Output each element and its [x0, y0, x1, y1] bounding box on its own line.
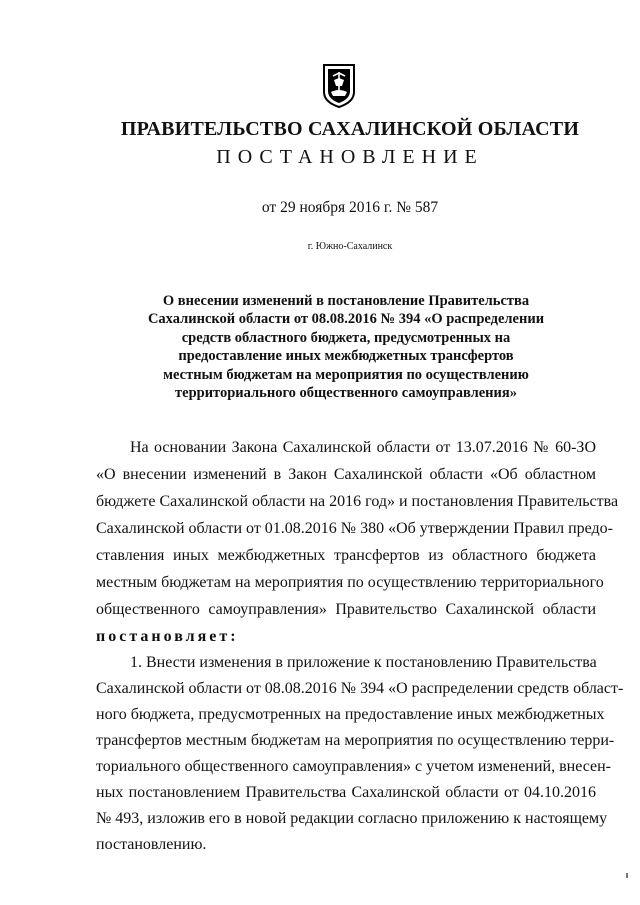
document-type: ПОСТАНОВЛЕНИЕ — [216, 146, 484, 168]
body-line: «О внесении изменений в Закон Сахалинской области «Об областном — [96, 466, 596, 483]
document-date-number: от 29 ноября 2016 г. № 587 — [261, 199, 439, 216]
scan-mark — [626, 873, 628, 878]
body-line: общественного самоуправления» Правительство Сахалинской области — [96, 601, 596, 618]
body-line: ставления иных межбюджетных трансфертов из областного бюджета — [96, 547, 596, 564]
subject-line: территориального общественного самоуправления» — [175, 385, 517, 402]
body-line: 1. Внести изменения в приложение к постановлению Правительства — [130, 654, 597, 671]
subject-line: Сахалинской области от 08.08.2016 № 394 «О распределении — [147, 311, 545, 328]
body-line: Сахалинской области от 08.08.2016 № 394 «О распределении средств област- — [96, 680, 624, 697]
body-line: ного бюджета, предусмотренных на предоставление иных межбюджетных — [96, 706, 605, 723]
body-line: местным бюджетам на мероприятия по осуществлению территориального — [96, 574, 604, 591]
document-subject — [96, 292, 596, 402]
body-line: На основании Закона Сахалинской области от 13.07.2016 № 60-ЗО — [130, 439, 596, 456]
subject-line: предоставление иных межбюджетных трансфертов — [178, 348, 514, 365]
body-line: ных постановлением Правительства Сахалинской области от 04.10.2016 — [96, 784, 596, 801]
body-line: постановлению. — [96, 836, 207, 853]
body-line: бюджете Сахалинской области на 2016 год» и постановления Правительства — [96, 493, 619, 510]
coat-of-arms-emblem — [320, 62, 358, 108]
document-city: г. Южно-Сахалинск — [307, 241, 393, 252]
body-line: Сахалинской области от 01.08.2016 № 380 «Об утверждении Правил предо- — [96, 520, 613, 537]
subject-line: средств областного бюджета, предусмотренных на — [181, 329, 511, 346]
body-line: № 493, изложив его в новой редакции согласно приложению к настоящему — [96, 810, 608, 827]
organization-title: ПРАВИТЕЛЬСТВО САХАЛИНСКОЙ ОБЛАСТИ — [120, 118, 580, 140]
subject-line: О внесении изменений в постановление Правительства — [162, 293, 530, 309]
body-line: ториального общественного самоуправления» с учетом изменений, внесен- — [96, 758, 611, 775]
subject-line: местным бюджетам на мероприятия по осуществлению — [163, 366, 529, 383]
body-line: трансфертов местным бюджетам на мероприятия по осуществлению терри- — [96, 732, 615, 749]
resolves-keyword: постановляет: — [96, 628, 239, 645]
